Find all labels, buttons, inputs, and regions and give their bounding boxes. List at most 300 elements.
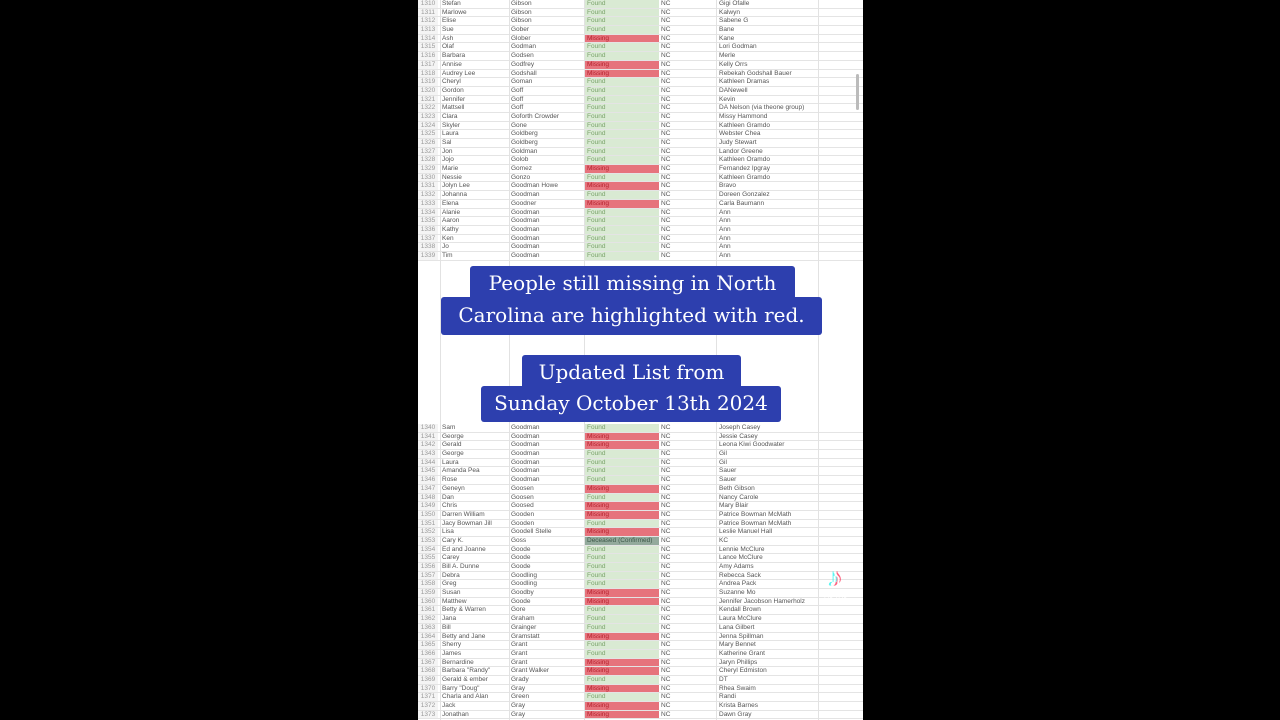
state-cell[interactable]: NC: [661, 130, 671, 138]
first-name-cell[interactable]: Sue: [442, 26, 454, 34]
state-cell[interactable]: NC: [661, 217, 671, 225]
first-name-cell[interactable]: George: [442, 432, 464, 440]
contact-cell[interactable]: Kendall Brown: [719, 606, 761, 614]
state-cell[interactable]: NC: [661, 112, 671, 120]
state-cell[interactable]: NC: [661, 17, 671, 25]
first-name-cell[interactable]: Ken: [442, 234, 454, 242]
first-name-cell[interactable]: Bernardine: [442, 658, 474, 666]
status-cell[interactable]: Found: [585, 96, 659, 104]
row-number-cell[interactable]: 1333: [418, 200, 438, 208]
row-number-cell[interactable]: 1366: [418, 650, 438, 658]
state-cell[interactable]: NC: [661, 476, 671, 484]
last-name-cell[interactable]: Gray: [511, 710, 526, 718]
status-cell[interactable]: Missing: [585, 200, 659, 208]
last-name-cell[interactable]: Goodman: [511, 467, 540, 475]
first-name-cell[interactable]: Carey: [442, 554, 460, 562]
status-cell[interactable]: Found: [585, 113, 659, 121]
row-number-cell[interactable]: 1343: [418, 450, 438, 458]
first-name-cell[interactable]: Jojo: [442, 156, 454, 164]
contact-cell[interactable]: Jessie Casey: [719, 432, 758, 440]
last-name-cell[interactable]: Gone: [511, 121, 527, 129]
last-name-cell[interactable]: Goodman: [511, 234, 540, 242]
row-number-cell[interactable]: 1338: [418, 243, 438, 251]
last-name-cell[interactable]: Golob: [511, 156, 529, 164]
row-number-cell[interactable]: 1344: [418, 459, 438, 467]
state-cell[interactable]: NC: [661, 536, 671, 544]
contact-cell[interactable]: Kane: [719, 34, 735, 42]
contact-cell[interactable]: Randi: [719, 693, 736, 701]
contact-cell[interactable]: Gil: [719, 458, 727, 466]
first-name-cell[interactable]: Bill: [442, 623, 451, 631]
status-cell[interactable]: Found: [585, 424, 659, 432]
last-name-cell[interactable]: Grant Walker: [511, 667, 550, 675]
row-number-cell[interactable]: 1321: [418, 96, 438, 104]
row-number-cell[interactable]: 1362: [418, 615, 438, 623]
state-cell[interactable]: NC: [661, 710, 671, 718]
last-name-cell[interactable]: Gooden: [511, 519, 535, 527]
status-cell[interactable]: Found: [585, 191, 659, 199]
first-name-cell[interactable]: Barbara "Randy": [442, 667, 491, 675]
first-name-cell[interactable]: Gordon: [442, 86, 464, 94]
contact-cell[interactable]: Dawn Gray: [719, 710, 752, 718]
row-number-cell[interactable]: 1353: [418, 537, 438, 545]
state-cell[interactable]: NC: [661, 139, 671, 146]
last-name-cell[interactable]: Goodell Stelle: [511, 528, 552, 536]
status-cell[interactable]: Missing: [585, 182, 659, 190]
status-cell[interactable]: Found: [585, 139, 659, 147]
contact-cell[interactable]: Lennie McClure: [719, 545, 765, 553]
first-name-cell[interactable]: Elena: [442, 199, 459, 207]
status-cell[interactable]: Found: [585, 174, 659, 182]
contact-cell[interactable]: Laura McClure: [719, 615, 762, 623]
first-name-cell[interactable]: Greg: [442, 580, 457, 588]
contact-cell[interactable]: Cheryl Edmiston: [719, 667, 767, 675]
state-cell[interactable]: NC: [661, 467, 671, 475]
first-name-cell[interactable]: Ash: [442, 34, 454, 42]
state-cell[interactable]: NC: [661, 69, 671, 77]
first-name-cell[interactable]: Jennifer: [442, 95, 466, 103]
last-name-cell[interactable]: Goman: [511, 78, 533, 86]
first-name-cell[interactable]: Bill A. Dunne: [442, 563, 480, 570]
contact-cell[interactable]: Jennifer Jacobson Hamerholz: [719, 597, 805, 605]
last-name-cell[interactable]: Goforth Crowder: [511, 112, 560, 120]
status-cell[interactable]: Found: [585, 226, 659, 234]
state-cell[interactable]: NC: [661, 104, 671, 112]
contact-cell[interactable]: KC: [719, 536, 729, 544]
row-number-cell[interactable]: 1373: [418, 711, 438, 719]
last-name-cell[interactable]: Gober: [511, 26, 530, 34]
last-name-cell[interactable]: Goodman: [511, 225, 540, 233]
row-number-cell[interactable]: 1351: [418, 520, 438, 528]
last-name-cell[interactable]: Goodling: [511, 580, 538, 588]
row-number-cell[interactable]: 1322: [418, 104, 438, 112]
last-name-cell[interactable]: Goodman: [511, 191, 540, 199]
first-name-cell[interactable]: Jo: [442, 243, 449, 251]
first-name-cell[interactable]: Sherry: [442, 641, 462, 649]
state-cell[interactable]: NC: [661, 510, 671, 518]
row-number-cell[interactable]: 1355: [418, 554, 438, 562]
first-name-cell[interactable]: James: [442, 649, 462, 657]
first-name-cell[interactable]: Betty & Warren: [442, 606, 486, 614]
row-number-cell[interactable]: 1334: [418, 209, 438, 217]
status-cell[interactable]: Missing: [585, 433, 659, 441]
contact-cell[interactable]: Andrea Pack: [719, 580, 757, 588]
first-name-cell[interactable]: Amanda Pea: [442, 467, 480, 475]
last-name-cell[interactable]: Gomez: [511, 165, 532, 173]
contact-cell[interactable]: Lance McClure: [719, 554, 763, 562]
first-name-cell[interactable]: Gerald: [442, 441, 462, 449]
row-number-cell[interactable]: 1350: [418, 511, 438, 519]
status-cell[interactable]: Found: [585, 459, 659, 467]
first-name-cell[interactable]: Jacy Bowman Jill: [442, 519, 492, 527]
last-name-cell[interactable]: Goodby: [511, 589, 534, 597]
status-cell[interactable]: Found: [585, 243, 659, 251]
status-cell[interactable]: Missing: [585, 589, 659, 597]
state-cell[interactable]: NC: [661, 95, 671, 103]
last-name-cell[interactable]: Goodman: [511, 458, 540, 466]
first-name-cell[interactable]: Mattsell: [442, 104, 465, 112]
first-name-cell[interactable]: Annise: [442, 60, 462, 68]
first-name-cell[interactable]: Charla and Alan: [442, 693, 489, 701]
contact-cell[interactable]: Patrice Bowman McMath: [719, 510, 792, 518]
status-cell[interactable]: Missing: [585, 165, 659, 173]
state-cell[interactable]: NC: [661, 60, 671, 68]
state-cell[interactable]: NC: [661, 156, 671, 164]
row-number-cell[interactable]: 1363: [418, 624, 438, 632]
status-cell[interactable]: Missing: [585, 528, 659, 536]
contact-cell[interactable]: Carla Baumann: [719, 199, 765, 207]
first-name-cell[interactable]: George: [442, 450, 464, 458]
status-cell[interactable]: Missing: [585, 485, 659, 493]
state-cell[interactable]: NC: [661, 615, 671, 623]
last-name-cell[interactable]: Goodman: [511, 208, 540, 216]
first-name-cell[interactable]: Nessie: [442, 173, 462, 181]
status-cell[interactable]: Missing: [585, 61, 659, 69]
last-name-cell[interactable]: Goosen: [511, 484, 534, 492]
status-cell[interactable]: Found: [585, 87, 659, 95]
first-name-cell[interactable]: Marie: [442, 165, 459, 173]
row-number-cell[interactable]: 1324: [418, 122, 438, 130]
last-name-cell[interactable]: Goss: [511, 536, 527, 544]
state-cell[interactable]: NC: [661, 173, 671, 181]
state-cell[interactable]: NC: [661, 554, 671, 562]
first-name-cell[interactable]: Alanie: [442, 208, 461, 216]
state-cell[interactable]: NC: [661, 658, 671, 666]
row-number-cell[interactable]: 1346: [418, 476, 438, 484]
status-cell[interactable]: Found: [585, 476, 659, 484]
status-cell[interactable]: Found: [585, 624, 659, 632]
state-cell[interactable]: NC: [661, 632, 671, 640]
state-cell[interactable]: NC: [661, 243, 671, 251]
row-number-cell[interactable]: 1320: [418, 87, 438, 95]
last-name-cell[interactable]: Gooden: [511, 510, 535, 518]
status-cell[interactable]: Found: [585, 104, 659, 112]
first-name-cell[interactable]: Sal: [442, 139, 452, 146]
row-number-cell[interactable]: 1326: [418, 139, 438, 147]
last-name-cell[interactable]: Glober: [511, 34, 531, 42]
state-cell[interactable]: NC: [661, 78, 671, 86]
status-cell[interactable]: Found: [585, 26, 659, 34]
first-name-cell[interactable]: Stefan: [442, 0, 461, 7]
row-number-cell[interactable]: 1327: [418, 148, 438, 156]
last-name-cell[interactable]: Goodling: [511, 571, 538, 579]
contact-cell[interactable]: Lori Godman: [719, 43, 757, 51]
contact-cell[interactable]: Katherine Grant: [719, 649, 765, 657]
last-name-cell[interactable]: Godfrey: [511, 60, 535, 68]
status-cell[interactable]: Found: [585, 209, 659, 217]
last-name-cell[interactable]: Goode: [511, 554, 531, 562]
state-cell[interactable]: NC: [661, 450, 671, 458]
row-number-cell[interactable]: 1317: [418, 61, 438, 69]
state-cell[interactable]: NC: [661, 589, 671, 597]
row-number-cell[interactable]: 1323: [418, 113, 438, 121]
row-number-cell[interactable]: 1316: [418, 52, 438, 60]
row-number-cell[interactable]: 1340: [418, 424, 438, 432]
state-cell[interactable]: NC: [661, 545, 671, 553]
first-name-cell[interactable]: Clara: [442, 112, 458, 120]
state-cell[interactable]: NC: [661, 571, 671, 579]
contact-cell[interactable]: Bane: [719, 26, 735, 34]
last-name-cell[interactable]: Goosed: [511, 502, 534, 510]
row-number-cell[interactable]: 1361: [418, 606, 438, 614]
contact-cell[interactable]: Lana Gilbert: [719, 623, 755, 631]
last-name-cell[interactable]: Graham: [511, 615, 535, 623]
status-cell[interactable]: Missing: [585, 659, 659, 667]
last-name-cell[interactable]: Goff: [511, 104, 524, 112]
first-name-cell[interactable]: Jon: [442, 147, 453, 155]
contact-cell[interactable]: Landor Greene: [719, 147, 763, 155]
last-name-cell[interactable]: Goldberg: [511, 139, 538, 146]
status-cell[interactable]: Found: [585, 693, 659, 701]
contact-cell[interactable]: Mary Blair: [719, 502, 749, 510]
first-name-cell[interactable]: Olaf: [442, 43, 454, 51]
last-name-cell[interactable]: Godsen: [511, 52, 534, 60]
contact-cell[interactable]: Ann: [719, 225, 731, 233]
first-name-cell[interactable]: Jana: [442, 615, 457, 623]
last-name-cell[interactable]: Goodman: [511, 476, 540, 484]
status-cell[interactable]: Missing: [585, 502, 659, 510]
status-cell[interactable]: Missing: [585, 70, 659, 78]
contact-cell[interactable]: DT: [719, 675, 728, 683]
last-name-cell[interactable]: Gibson: [511, 8, 532, 16]
row-number-cell[interactable]: 1356: [418, 563, 438, 571]
last-name-cell[interactable]: Gore: [511, 606, 526, 614]
first-name-cell[interactable]: Marlowe: [442, 8, 467, 16]
row-number-cell[interactable]: 1313: [418, 26, 438, 34]
last-name-cell[interactable]: Goodman Howe: [511, 182, 558, 190]
last-name-cell[interactable]: Goff: [511, 86, 524, 94]
row-number-cell[interactable]: 1360: [418, 598, 438, 606]
row-number-cell[interactable]: 1349: [418, 502, 438, 510]
row-number-cell[interactable]: 1319: [418, 78, 438, 86]
last-name-cell[interactable]: Goldman: [511, 147, 538, 155]
row-number-cell[interactable]: 1348: [418, 494, 438, 502]
row-number-cell[interactable]: 1335: [418, 217, 438, 225]
state-cell[interactable]: NC: [661, 43, 671, 51]
state-cell[interactable]: NC: [661, 234, 671, 242]
first-name-cell[interactable]: Betty and Jane: [442, 632, 486, 640]
first-name-cell[interactable]: Gerald & ember: [442, 675, 488, 683]
first-name-cell[interactable]: Aaron: [442, 217, 460, 225]
status-cell[interactable]: Found: [585, 78, 659, 86]
status-cell[interactable]: Missing: [585, 441, 659, 449]
contact-cell[interactable]: Sabene G: [719, 17, 749, 25]
status-cell[interactable]: Found: [585, 554, 659, 562]
first-name-cell[interactable]: Johanna: [442, 191, 467, 199]
contact-cell[interactable]: Kathleen Gramdo: [719, 121, 770, 129]
row-number-cell[interactable]: 1330: [418, 174, 438, 182]
contact-cell[interactable]: Sauer: [719, 476, 737, 484]
row-number-cell[interactable]: 1318: [418, 70, 438, 78]
first-name-cell[interactable]: Lisa: [442, 528, 454, 536]
contact-cell[interactable]: Kalwyn: [719, 8, 740, 16]
first-name-cell[interactable]: Jonathan: [442, 710, 469, 718]
row-number-cell[interactable]: 1354: [418, 546, 438, 554]
status-cell[interactable]: Found: [585, 122, 659, 130]
row-number-cell[interactable]: 1310: [418, 0, 438, 8]
row-number-cell[interactable]: 1336: [418, 226, 438, 234]
row-number-cell[interactable]: 1311: [418, 9, 438, 17]
last-name-cell[interactable]: Gibson: [511, 17, 532, 25]
status-cell[interactable]: Found: [585, 148, 659, 156]
status-cell[interactable]: Found: [585, 52, 659, 60]
contact-cell[interactable]: Suzanne Mo: [719, 589, 756, 597]
last-name-cell[interactable]: Goff: [511, 95, 524, 103]
last-name-cell[interactable]: Grant: [511, 658, 528, 666]
contact-cell[interactable]: Missy Hammond: [719, 112, 768, 120]
status-cell[interactable]: Found: [585, 563, 659, 571]
row-number-cell[interactable]: 1314: [418, 35, 438, 43]
status-cell[interactable]: Found: [585, 252, 659, 260]
contact-cell[interactable]: Ann: [719, 208, 731, 216]
status-cell[interactable]: Missing: [585, 35, 659, 43]
contact-cell[interactable]: Kevin: [719, 95, 736, 103]
row-number-cell[interactable]: 1312: [418, 17, 438, 25]
last-name-cell[interactable]: Green: [511, 693, 530, 701]
state-cell[interactable]: NC: [661, 424, 671, 431]
contact-cell[interactable]: Jaryn Phillips: [719, 658, 758, 666]
contact-cell[interactable]: Ann: [719, 217, 731, 225]
contact-cell[interactable]: Krista Barnes: [719, 702, 759, 709]
contact-cell[interactable]: Judy Stewart: [719, 139, 757, 146]
state-cell[interactable]: NC: [661, 86, 671, 94]
state-cell[interactable]: NC: [661, 208, 671, 216]
first-name-cell[interactable]: Kathy: [442, 225, 459, 233]
contact-cell[interactable]: Jenna Spillman: [719, 632, 764, 640]
state-cell[interactable]: NC: [661, 199, 671, 207]
row-number-cell[interactable]: 1347: [418, 485, 438, 493]
row-number-cell[interactable]: 1369: [418, 676, 438, 684]
row-number-cell[interactable]: 1368: [418, 667, 438, 675]
status-cell[interactable]: Found: [585, 676, 659, 684]
first-name-cell[interactable]: Barry "Doug": [442, 684, 480, 692]
row-number-cell[interactable]: 1325: [418, 130, 438, 138]
status-cell[interactable]: Missing: [585, 685, 659, 693]
contact-cell[interactable]: Rebekah Godshall Bauer: [719, 69, 792, 77]
row-number-cell[interactable]: 1365: [418, 641, 438, 649]
status-cell[interactable]: Found: [585, 450, 659, 458]
first-name-cell[interactable]: Jack: [442, 702, 456, 709]
last-name-cell[interactable]: Goodman: [511, 251, 540, 259]
status-cell[interactable]: Missing: [585, 633, 659, 641]
state-cell[interactable]: NC: [661, 606, 671, 614]
first-name-cell[interactable]: Cheryl: [442, 78, 461, 86]
contact-cell[interactable]: Kathleen Gramdo: [719, 173, 770, 181]
last-name-cell[interactable]: Grady: [511, 675, 529, 683]
row-number-cell[interactable]: 1358: [418, 580, 438, 588]
status-cell[interactable]: Found: [585, 0, 659, 8]
status-cell[interactable]: Found: [585, 520, 659, 528]
first-name-cell[interactable]: Audrey Lee: [442, 69, 476, 77]
row-number-cell[interactable]: 1367: [418, 659, 438, 667]
last-name-cell[interactable]: Godshall: [511, 69, 537, 77]
row-number-cell[interactable]: 1332: [418, 191, 438, 199]
last-name-cell[interactable]: Grant: [511, 641, 528, 649]
state-cell[interactable]: NC: [661, 147, 671, 155]
first-name-cell[interactable]: Susan: [442, 589, 461, 597]
contact-cell[interactable]: Kathleen Dramas: [719, 78, 770, 86]
last-name-cell[interactable]: Goodman: [511, 441, 540, 449]
first-name-cell[interactable]: Tim: [442, 251, 453, 259]
state-cell[interactable]: NC: [661, 684, 671, 692]
contact-cell[interactable]: Bravo: [719, 182, 736, 190]
contact-cell[interactable]: DA Nelson (via theone group): [719, 104, 805, 112]
last-name-cell[interactable]: Goodman: [511, 450, 540, 458]
first-name-cell[interactable]: Skyler: [442, 121, 461, 129]
row-number-cell[interactable]: 1357: [418, 572, 438, 580]
first-name-cell[interactable]: Laura: [442, 458, 459, 466]
state-cell[interactable]: NC: [661, 458, 671, 466]
last-name-cell[interactable]: Goodman: [511, 424, 540, 431]
first-name-cell[interactable]: Darren William: [442, 510, 485, 518]
first-name-cell[interactable]: Elise: [442, 17, 457, 25]
row-number-cell[interactable]: 1315: [418, 43, 438, 51]
state-cell[interactable]: NC: [661, 8, 671, 16]
first-name-cell[interactable]: Matthew: [442, 597, 467, 605]
contact-cell[interactable]: Leslie Manuel Hall: [719, 528, 773, 536]
contact-cell[interactable]: Beth Gibson: [719, 484, 755, 492]
last-name-cell[interactable]: Goodner: [511, 199, 537, 207]
status-cell[interactable]: Found: [585, 156, 659, 164]
first-name-cell[interactable]: Dan: [442, 493, 454, 501]
state-cell[interactable]: NC: [661, 493, 671, 501]
status-cell[interactable]: Found: [585, 17, 659, 25]
first-name-cell[interactable]: Sam: [442, 424, 456, 431]
row-number-cell[interactable]: 1371: [418, 693, 438, 701]
state-cell[interactable]: NC: [661, 26, 671, 34]
last-name-cell[interactable]: Gibson: [511, 0, 532, 7]
state-cell[interactable]: NC: [661, 502, 671, 510]
row-number-cell[interactable]: 1345: [418, 467, 438, 475]
status-cell[interactable]: Missing: [585, 711, 659, 719]
contact-cell[interactable]: Rebecca Sack: [719, 571, 761, 579]
status-cell[interactable]: Found: [585, 546, 659, 554]
status-cell[interactable]: Found: [585, 641, 659, 649]
last-name-cell[interactable]: Goldberg: [511, 130, 538, 138]
state-cell[interactable]: NC: [661, 597, 671, 605]
row-number-cell[interactable]: 1364: [418, 633, 438, 641]
status-cell[interactable]: Found: [585, 9, 659, 17]
row-number-cell[interactable]: 1337: [418, 235, 438, 243]
state-cell[interactable]: NC: [661, 623, 671, 631]
status-cell[interactable]: Found: [585, 467, 659, 475]
contact-cell[interactable]: Amy Adams: [719, 563, 754, 570]
contact-cell[interactable]: Sauer: [719, 467, 737, 475]
row-number-cell[interactable]: 1372: [418, 702, 438, 710]
contact-cell[interactable]: Webster Chea: [719, 130, 761, 138]
row-number-cell[interactable]: 1341: [418, 433, 438, 441]
last-name-cell[interactable]: Gonzo: [511, 173, 531, 181]
